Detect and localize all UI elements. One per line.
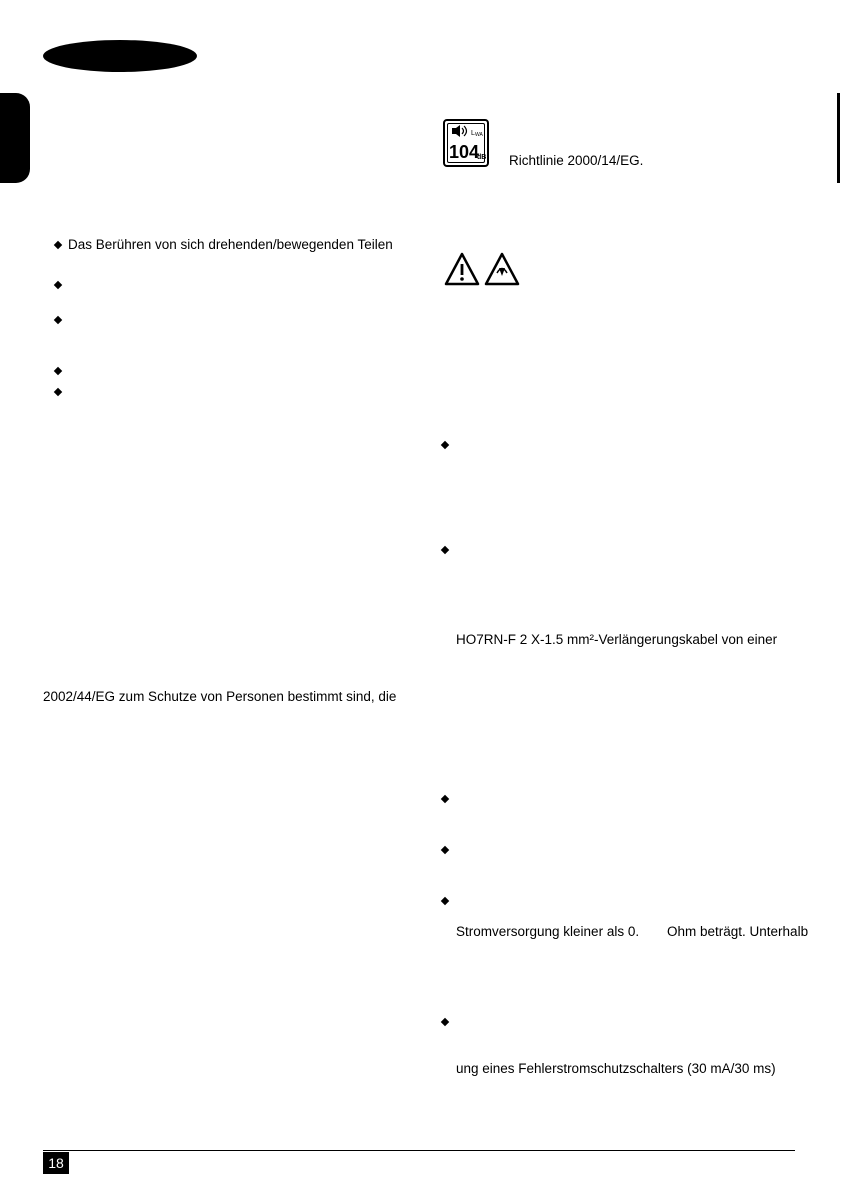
rcd-text: ung eines Fehlerstromschutzschalters (30 mA/30 ms) xyxy=(456,1061,776,1076)
sound-level-value: 104 xyxy=(449,142,480,162)
rotating-blade-hazard-icon xyxy=(486,254,518,284)
sound-level-unit: dB xyxy=(477,154,486,161)
language-pill xyxy=(43,40,197,72)
bullet-marker xyxy=(441,846,449,854)
bullet-marker xyxy=(441,1018,449,1026)
hazard-icons xyxy=(444,252,522,288)
warning-triangle-icon xyxy=(446,254,478,284)
svg-text:L: L xyxy=(471,130,475,137)
svg-text:WA: WA xyxy=(475,132,483,138)
bullet-marker xyxy=(441,795,449,803)
directive-paragraph-line: 2002/44/EG zum Schutze von Personen bestimmt sind, die xyxy=(43,689,397,704)
bullet-marker xyxy=(54,316,62,324)
page-edge-mark xyxy=(837,93,840,183)
page-number: 18 xyxy=(43,1152,69,1174)
bullet-marker xyxy=(441,546,449,554)
language-side-tab xyxy=(0,93,30,183)
extension-cable-text: HO7RN-F 2 X-1.5 mm²-Verlängerungskabel von einer xyxy=(456,632,778,647)
impedance-text-part-a: Stromversorgung kleiner als 0. xyxy=(456,924,640,939)
bullet-marker xyxy=(54,367,62,375)
footer-rule xyxy=(43,1150,795,1151)
bullet-text-touching-parts: Das Berühren von sich drehenden/bewegenden Teilen xyxy=(68,237,393,252)
bullet-marker xyxy=(54,241,62,249)
bullet-marker xyxy=(441,441,449,449)
impedance-text-part-b: Ohm beträgt. Unterhalb xyxy=(667,924,809,939)
bullet-marker xyxy=(54,281,62,289)
sound-power-label-icon xyxy=(443,119,489,167)
bullet-marker xyxy=(441,897,449,905)
bullet-marker xyxy=(54,388,62,396)
directive-2000-14-text: Richtlinie 2000/14/EG. xyxy=(509,153,644,168)
